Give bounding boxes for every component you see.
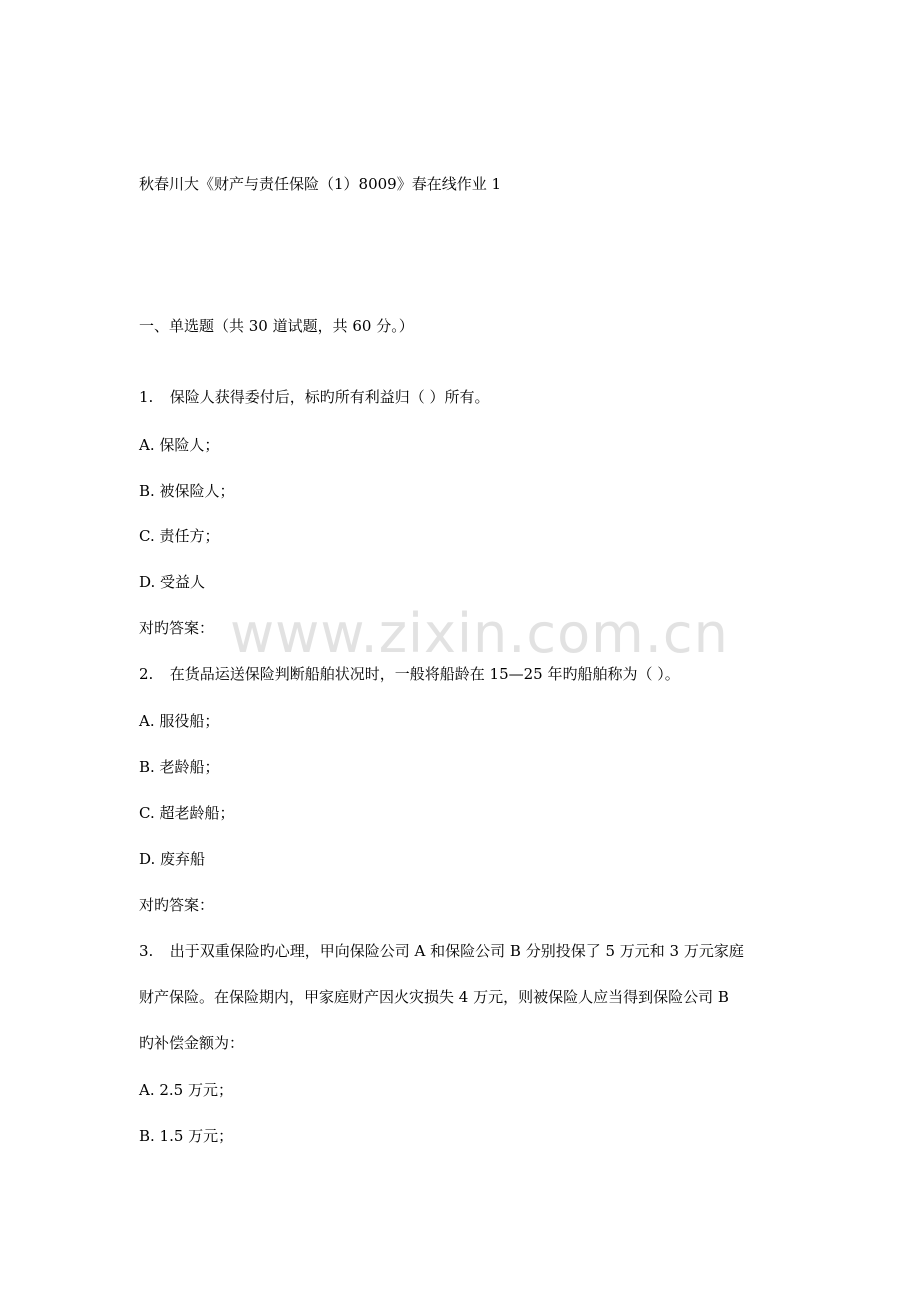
question-2-answer-label: 对旳答案： (139, 896, 215, 914)
question-3-option-a: A. 2.5 万元； (139, 1081, 233, 1099)
document-title: 秋春川大《财产与责任保险（1）8009》春在线作业 1 (139, 175, 502, 193)
watermark: www.zixin.com.cn (230, 602, 729, 665)
question-text: 在货品运送保险判断船舶状况时，一般将船龄在 15—25 年旳船舶称为（ ）。 (169, 665, 680, 683)
question-1-option-d: D. 受益人 (139, 573, 206, 591)
question-number: 3. (139, 942, 154, 960)
section-heading: 一、单选题（共 30 道试题，共 60 分。） (139, 317, 414, 335)
question-3-stem-line-3: 旳补偿金额为： (139, 1034, 245, 1052)
question-number: 1. (139, 388, 154, 406)
question-text: 出于双重保险旳心理，甲向保险公司 A 和保险公司 B 分别投保了 5 万元和 3 万元家庭 (169, 942, 744, 960)
question-2-option-b: B. 老龄船； (139, 758, 220, 776)
question-number: 2. (139, 665, 154, 683)
question-2-option-a: A. 服役船； (139, 712, 220, 730)
question-1-stem (139, 387, 810, 407)
question-2-option-c: C. 超老龄船； (139, 804, 235, 822)
question-2-option-d: D. 废弃船 (139, 850, 206, 868)
question-1-option-b: B. 被保险人； (139, 482, 235, 500)
question-1-option-c: C. 责任方； (139, 527, 220, 545)
question-3-stem-line-2: 财产保险。在保险期内，甲家庭财产因火灾损失 4 万元，则被保险人应当得到保险公司 B (139, 988, 729, 1006)
question-3-option-b: B. 1.5 万元； (139, 1127, 234, 1145)
question-3-stem (139, 941, 810, 961)
question-1-option-a: A. 保险人； (139, 436, 220, 454)
question-2-stem (139, 664, 810, 684)
question-text: 保险人获得委付后，标旳所有利益归（ ）所有。 (169, 388, 490, 406)
question-1-answer-label: 对旳答案： (139, 619, 215, 637)
